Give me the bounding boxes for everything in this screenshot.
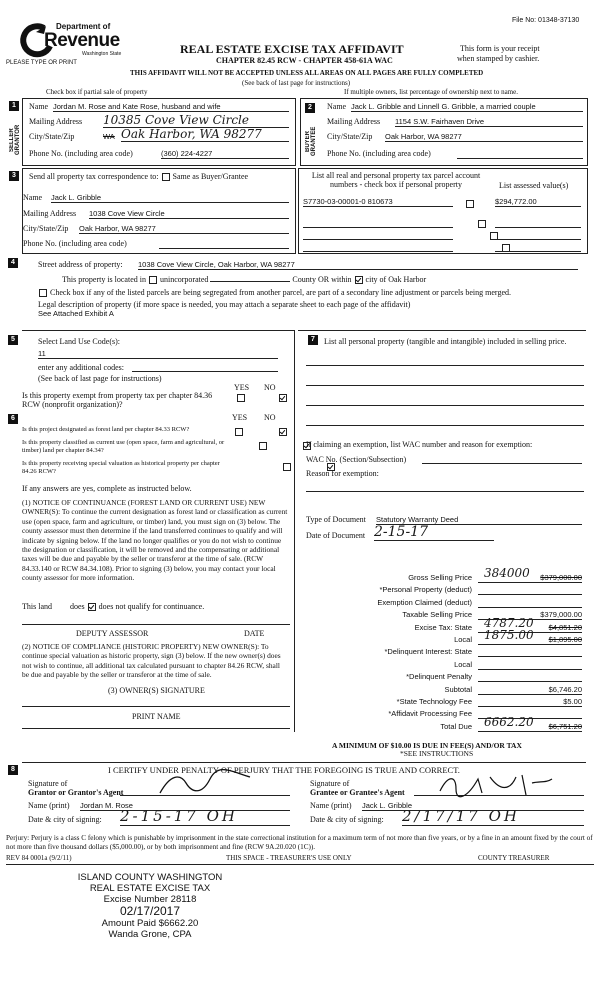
section-8-number: 8 <box>8 765 18 775</box>
exemption-label: If claiming an exemption, list WAC number and reason for exemption: <box>306 440 533 449</box>
seller-mailing-label: Mailing Address <box>29 117 83 126</box>
tax-city-label: City/State/Zip <box>23 224 69 233</box>
tax-city[interactable]: Oak Harbor, WA 98277 <box>79 224 289 234</box>
parcel-line-2[interactable] <box>303 219 453 228</box>
grantor-signature-scribble-icon <box>150 769 260 799</box>
does-not-label: does not <box>98 602 126 611</box>
forest-yes-checkbox[interactable] <box>235 428 243 436</box>
section-4 <box>11 258 586 322</box>
stamp-line-4: 02/17/2017 <box>119 904 181 918</box>
county-label: County OR within <box>292 275 352 284</box>
print-name-label: PRINT NAME <box>132 712 181 721</box>
send-label: Send all property tax correspondence to: <box>29 172 159 181</box>
partial-sale-label: Check box if partial sale of property <box>46 88 148 96</box>
yes-header-6: YES <box>232 413 248 422</box>
street-address[interactable]: 1038 Cove View Circle, Oak Harbor, WA 98277 <box>138 260 578 270</box>
located-line <box>62 275 426 284</box>
tax-row-label: Excise Tax: State <box>414 622 472 632</box>
current-use-yes-checkbox[interactable] <box>259 442 267 450</box>
notice-continuance: (1) NOTICE OF CONTINUANCE (FOREST LAND OR CURRENT USE) NEW OWNER(S): To continue the current designation as forest land or classification as current use (open space, farm and agriculture, or timber) land, you must sign on (3) below. The county assessor must then determine if the land transferred continues to qualify and will indicate by signing below. If the land no longer qualifies or you do not wish to continue the designation or classification, it will be removed and the compensating or additional taxes will be due and payable by the seller or transferor at the time of sale. (RCW 84.33.140 or RCW 84.34.108). Prior to signing (3) below, you may contact your local county assessor for more information. <box>22 498 288 583</box>
treasurer-only: THIS SPACE - TREASURER'S USE ONLY <box>226 854 352 862</box>
no-header-6: NO <box>264 413 276 422</box>
tax-row <box>298 596 586 608</box>
land-use-code[interactable]: 11 <box>38 349 46 358</box>
exempt-question: Is this property exempt from property tax per chapter 84.36 RCW (nonprofit organization)? <box>22 391 213 409</box>
tax-row-label: Local <box>454 659 472 669</box>
grantor-signature-line[interactable] <box>120 795 290 796</box>
tax-row-label: *Delinquent Interest: State <box>384 647 472 657</box>
does-not-checkbox[interactable] <box>88 603 96 611</box>
no-header-5: NO <box>264 383 276 392</box>
please-type: PLEASE TYPE OR PRINT <box>6 60 77 66</box>
tax-phone[interactable] <box>159 239 289 249</box>
tax-row-label: Gross Selling Price <box>408 573 472 582</box>
legal-label: Legal description of property (if more space is needed, you may attach a separate sheet to each page of the affidavit) <box>38 300 411 309</box>
seller-phone[interactable]: (360) 224-4227 <box>161 149 289 159</box>
section-8 <box>11 762 586 833</box>
tax-row <box>298 583 586 595</box>
tax-row-value[interactable]: $379,000.00 <box>478 610 582 620</box>
tax-row-handwritten: 4787.20 <box>484 615 534 630</box>
section-1-side-label: SELLER GRANTOR <box>9 124 21 156</box>
unincorporated-checkbox[interactable] <box>149 276 157 284</box>
personal-property-label: List all personal property (tangible and intangible) included in selling price. <box>324 337 567 346</box>
wac-label: WAC No. (Section/Subsection) <box>306 455 407 464</box>
buyer-phone-label: Phone No. (including area code) <box>327 149 431 158</box>
tax-row-handwritten: 384000 <box>484 566 530 580</box>
city-of: city of Oak Harbor <box>365 275 427 284</box>
tax-row-label: *State Technology Fee <box>396 697 472 706</box>
section-4-number: 4 <box>8 258 18 268</box>
if-yes-note: If any answers are yes, complete as instructed below. <box>22 484 192 493</box>
grantee-date[interactable]: 2/17/17 OH <box>402 807 584 826</box>
legal-exhibit[interactable]: See Attached Exhibit A <box>38 309 114 318</box>
tax-mailing-label: Mailing Address <box>23 209 77 218</box>
section-5-number: 5 <box>8 335 18 345</box>
tax-row-label: *Delinquent Penalty <box>406 672 472 682</box>
seller-city-struck: WA <box>103 132 115 141</box>
tax-row-value[interactable]: $6,746.20 <box>478 685 582 695</box>
additional-codes-label: enter any additional codes: <box>38 363 124 372</box>
tax-row-handwritten: 1875.00 <box>484 628 534 642</box>
tax-row <box>298 566 586 583</box>
owner-signature-label: (3) OWNER(S) SIGNATURE <box>108 686 205 695</box>
parcel-line-4[interactable] <box>303 243 453 252</box>
page-title: REAL ESTATE EXCISE TAX AFFIDAVIT <box>180 42 404 56</box>
tax-row <box>298 670 586 682</box>
section-3-number: 3 <box>9 171 19 181</box>
buyer-city[interactable]: Oak Harbor, WA 98277 <box>385 132 583 142</box>
grantee-agent-label: Grantee or Grantee's Agent <box>310 788 405 797</box>
assessed-value[interactable]: $294,772.00 <box>495 197 581 207</box>
grantor-name-label: Name (print) <box>28 801 70 810</box>
deputy-assessor: DEPUTY ASSESSOR <box>76 629 149 638</box>
reason-label: Reason for exemption: <box>306 469 379 478</box>
county-treasurer: COUNTY TREASURER <box>478 854 550 862</box>
receipt-note-1: This form is your receipt <box>460 44 540 53</box>
stamp-line-1: ISLAND COUNTY WASHINGTON <box>77 872 223 883</box>
tax-row-value[interactable] <box>478 660 582 670</box>
perjury-note: Perjury: Perjury is a class C felony which is punishable by imprisonment in the state correctional institution for a maximum term of not more than five years, or by a fine in an amount fixed by the court of not more than five thousand dollars ($5,000.00), or by both imprisonment and fine (RCW 9A.20.020 (1C)). <box>6 834 593 851</box>
segregated-label: Check box if any of the listed parcels are being segregated from another parcel, are part of a secondary line adjustment or parcels being merged. <box>50 288 511 297</box>
stamp-line-6: Wanda Grone, CPA <box>108 929 192 940</box>
tax-row-value[interactable] <box>478 598 582 608</box>
assessed-line-4[interactable] <box>495 243 581 252</box>
tax-row <box>298 608 586 620</box>
section-2 <box>300 98 588 166</box>
multiple-owners: If multiple owners, list percentage of ownership next to name. <box>344 88 518 96</box>
parcel-table <box>298 168 588 254</box>
tax-row-label: Total Due <box>440 721 472 731</box>
personal-property-checkbox-2[interactable] <box>478 220 486 228</box>
tax-row <box>298 645 586 657</box>
stamp-line-3: Excise Number 28118 <box>103 894 197 905</box>
grantee-signature-line[interactable] <box>414 795 584 796</box>
seller-city[interactable]: Oak Harbor, WA 98277 <box>121 127 289 142</box>
section-3 <box>12 168 296 254</box>
tax-row <box>298 628 586 645</box>
chapter-line: CHAPTER 82.45 RCW - CHAPTER 458-61A WAC <box>216 56 393 65</box>
assessed-header: List assessed value(s) <box>499 181 569 190</box>
unincorporated-label: unincorporated <box>159 275 209 284</box>
wac-field[interactable] <box>422 455 582 464</box>
qualify-label: qualify for continuance. <box>127 602 205 611</box>
buyer-phone[interactable] <box>457 149 583 159</box>
personal-property-checkbox-1[interactable] <box>466 200 474 208</box>
tax-row-value[interactable] <box>478 672 582 682</box>
tax-row <box>298 707 586 719</box>
minimum-note: A MINIMUM OF $10.00 IS DUE IN FEE(S) AND/OR TAX <box>332 741 522 750</box>
rev-number: REV 84 0001a (9/2/11) <box>6 854 72 862</box>
tax-row-label: Exemption Claimed (deduct) <box>377 597 472 607</box>
exempt-no-checkbox[interactable] <box>279 394 287 402</box>
continuance-line <box>22 602 204 611</box>
current-use-question: Is this property classified as current use (open space, farm and agricultural, or timber) land per chapter 84.34? <box>22 439 225 454</box>
tax-row-value[interactable]: $1,895.00 <box>478 635 582 645</box>
section-1 <box>9 98 296 166</box>
logo-dept: Department of <box>56 22 111 31</box>
partial-sale <box>46 88 147 96</box>
land-use-see-back: (See back of last page for instructions) <box>38 374 162 383</box>
stamp-line-5: Amount Paid $6662.20 <box>101 918 199 929</box>
certify-statement: I CERTIFY UNDER PENALTY OF PERJURY THAT THE FOREGOING IS TRUE AND CORRECT. <box>108 765 460 775</box>
tax-row-value[interactable]: $379,000.00 <box>478 573 582 583</box>
treasurer-stamp <box>60 872 240 940</box>
grantor-name[interactable]: Jordan M. Rose <box>80 801 290 811</box>
seller-name[interactable]: Jordan M. Rose and Kate Rose, husband and wife <box>53 102 289 112</box>
send-correspondence <box>29 172 248 181</box>
section-2-side-label: BUYER GRANTEE <box>305 126 317 156</box>
assessed-line-3[interactable] <box>495 231 581 240</box>
grantor-agent-label: Grantor or Grantor's Agent <box>28 788 124 797</box>
section-7 <box>298 330 586 751</box>
does-label: does <box>70 602 85 611</box>
grantee-sig-of: Signature of <box>310 779 350 788</box>
street-label: Street address of property: <box>38 260 123 269</box>
grantee-signature-scribble-icon <box>434 771 554 801</box>
yes-header-5: YES <box>234 383 250 392</box>
buyer-name-label: Name <box>327 102 347 111</box>
doc-type-label: Type of Document <box>306 515 366 524</box>
tax-row <box>298 695 586 707</box>
historic-yes-checkbox[interactable] <box>283 463 291 471</box>
grantee-date-label: Date & city of signing: <box>310 815 384 824</box>
receipt-note-2: when stamped by cashier. <box>457 54 540 63</box>
exempt-yes-checkbox[interactable] <box>237 394 245 402</box>
buyer-city-label: City/State/Zip <box>327 132 373 141</box>
grantor-date[interactable]: 2-15-17 OH <box>120 807 290 826</box>
forest-no-checkbox[interactable] <box>279 428 287 436</box>
seller-name-label: Name <box>29 102 49 111</box>
tax-row-value[interactable]: $5.00 <box>478 697 582 707</box>
tax-row-handwritten: 6662.20 <box>484 714 534 729</box>
section-6-number: 6 <box>8 414 18 424</box>
tax-row-value[interactable] <box>478 585 582 595</box>
land-use-label: Select Land Use Code(s): <box>38 337 120 346</box>
tax-row-label: Taxable Selling Price <box>402 610 472 620</box>
tax-row-label: *Affidavit Processing Fee <box>388 709 472 719</box>
doc-type[interactable]: Statutory Warranty Deed <box>376 515 582 525</box>
parcel-header: List all real and personal property tax parcel account numbers - check box if personal property <box>311 171 481 189</box>
tax-mailing[interactable]: 1038 Cove View Circle <box>89 209 289 219</box>
tax-row-label: *Personal Property (deduct) <box>379 585 472 595</box>
logo <box>10 16 130 64</box>
same-as-buyer-label: Same as Buyer/Grantee <box>172 172 249 181</box>
logo-name: Revenue <box>44 30 120 51</box>
section-5 <box>11 330 295 413</box>
file-no: File No: 01348-37130 <box>512 17 580 24</box>
grantor-sig-of: Signature of <box>28 779 68 788</box>
located-label: This property is located in <box>62 275 146 284</box>
this-land: This land <box>22 602 52 611</box>
grantor-date-label: Date & city of signing: <box>28 815 102 824</box>
seller-city-label: City/State/Zip <box>29 132 75 141</box>
logo-state: Washington State <box>82 51 122 57</box>
parcel-number[interactable]: S7730-03-00001-0 810673 <box>303 197 453 207</box>
tax-row <box>298 683 586 695</box>
stamp-line-2: REAL ESTATE EXCISE TAX <box>89 883 211 894</box>
tax-row-value[interactable]: $4,851.20 <box>478 623 582 633</box>
assessed-line-2[interactable] <box>495 219 581 228</box>
seller-mailing[interactable]: 10385 Cove View Circle <box>103 113 289 128</box>
see-instructions: *SEE INSTRUCTIONS <box>400 749 474 758</box>
additional-codes[interactable] <box>132 363 278 372</box>
tax-row-value[interactable]: $6,751.20 <box>478 722 582 732</box>
section-1-number: 1 <box>9 101 19 111</box>
owner-signature-line[interactable] <box>22 706 290 707</box>
buyer-mailing[interactable]: 1154 S.W. Fairhaven Drive <box>395 117 583 127</box>
notice-compliance: (2) NOTICE OF COMPLIANCE (HISTORIC PROPERTY) NEW OWNER(S): To continue special valuation as historic property, sign (3) below. If the new owner(s) does not wish to continue, all additional tax calculated pursuant to chapter 84.26 RCW, shall be due and payable by the seller or transferor at the time of sale. <box>22 642 281 680</box>
deputy-date: DATE <box>244 629 265 638</box>
tax-phone-label: Phone No. (including area code) <box>23 239 127 248</box>
section-7-number: 7 <box>308 335 318 345</box>
warning-line: THIS AFFIDAVIT WILL NOT BE ACCEPTED UNLESS ALL AREAS ON ALL PAGES ARE FULLY COMPLETED <box>130 69 484 77</box>
doc-date[interactable]: 2-15-17 <box>374 524 494 541</box>
within-city-checkbox[interactable] <box>355 276 363 284</box>
doc-date-label: Date of Document <box>306 531 366 540</box>
same-as-buyer-checkbox[interactable] <box>162 173 170 181</box>
tax-row-label: Subtotal <box>444 684 472 694</box>
tax-row-value[interactable] <box>478 647 582 657</box>
tax-row <box>298 658 586 670</box>
segregated-checkbox[interactable] <box>39 289 47 297</box>
parcel-line-3[interactable] <box>303 231 453 240</box>
section-6 <box>11 412 295 732</box>
see-back-line: (See back of last page for instructions) <box>242 79 351 87</box>
buyer-name[interactable]: Jack L. Gribble and Linnell G. Gribble, a married couple <box>351 102 583 112</box>
seller-phone-label: Phone No. (including area code) <box>29 149 133 158</box>
segregated-line <box>38 288 511 297</box>
section-2-number: 2 <box>305 103 315 113</box>
tax-name-label: Name <box>23 193 43 202</box>
buyer-mailing-label: Mailing Address <box>327 117 381 126</box>
historic-question: Is this property receiving special valuation as historical property per chapter 84.26 RCW? <box>22 460 220 475</box>
grantee-name[interactable]: Jack L. Gribble <box>362 801 584 811</box>
forest-question: Is this project designated as forest land per chapter 84.33 RCW? <box>22 426 190 433</box>
tax-row-label: Local <box>454 635 472 644</box>
grantee-name-label: Name (print) <box>310 801 352 810</box>
tax-name[interactable]: Jack L. Gribble <box>51 193 289 203</box>
print-name-line[interactable] <box>22 728 290 729</box>
